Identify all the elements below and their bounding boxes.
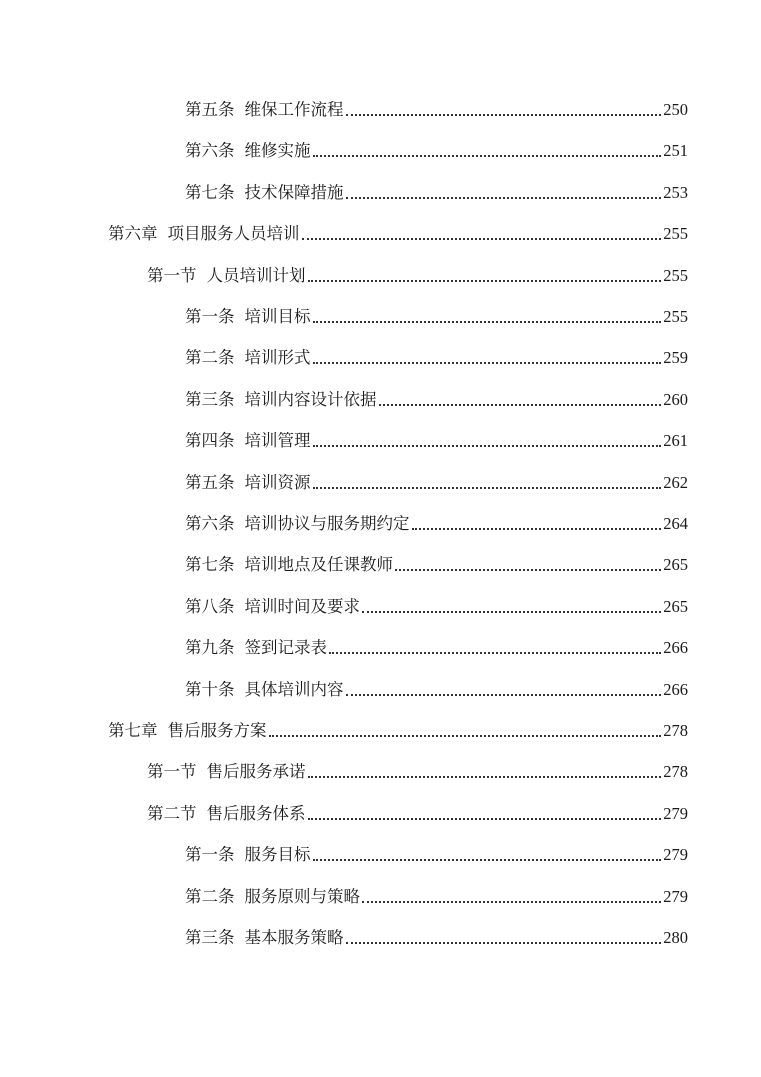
toc-entry-title: 培训管理 (244, 431, 311, 451)
toc-entry[interactable] (185, 429, 688, 453)
toc-entry-title: 售后服务体系 (206, 803, 306, 823)
toc-entry-number: 第二条 (185, 348, 235, 368)
toc-entry-page-number: 265 (663, 596, 688, 616)
toc-entry[interactable] (185, 926, 688, 950)
dot-leader (313, 429, 662, 453)
toc-entry-page-number: 278 (663, 762, 688, 782)
toc-entry-label (147, 802, 306, 826)
toc-entry[interactable] (185, 471, 688, 495)
toc-entry-label (185, 305, 311, 329)
toc-entry-number: 第二节 (147, 803, 197, 823)
toc-entry-number: 第八条 (185, 596, 235, 616)
toc-entry-page-number: 266 (663, 679, 688, 699)
dot-leader (379, 388, 662, 412)
toc-entry-number: 第一节 (147, 762, 197, 782)
dot-leader (313, 139, 662, 163)
toc-entry-page-number: 261 (663, 431, 688, 451)
toc-entry-title: 维修实施 (244, 141, 311, 161)
toc-entry-page-number: 262 (663, 472, 688, 492)
toc-entry-title: 培训形式 (244, 348, 311, 368)
toc-entry-page-number: 279 (663, 886, 688, 906)
toc-entry-label (185, 843, 311, 867)
toc-entry[interactable] (185, 885, 688, 909)
toc-entry-number: 第五条 (185, 100, 235, 119)
toc-entry-page-number: 266 (663, 638, 688, 658)
toc-entry-number: 第一节 (147, 265, 197, 285)
toc-entry[interactable] (108, 222, 688, 246)
toc-entry-page-number: 264 (663, 514, 688, 533)
toc-entry-label (185, 553, 393, 577)
dot-leader (308, 264, 662, 288)
toc-entry[interactable] (185, 346, 688, 370)
toc-entry-label (185, 471, 311, 495)
toc-entry-label (185, 139, 311, 163)
toc-entry-title: 维保工作流程 (244, 100, 344, 119)
toc-entry-title: 售后服务方案 (167, 721, 267, 740)
toc-entry-page-number: 251 (663, 141, 688, 161)
toc-entry-title: 具体培训内容 (244, 679, 344, 699)
dot-leader (346, 98, 662, 122)
toc-entry-number: 第十条 (185, 679, 235, 699)
dot-leader (308, 802, 662, 826)
dot-leader (313, 471, 662, 495)
toc-entry-number: 第三条 (185, 389, 235, 409)
toc-entry-page-number: 250 (663, 100, 688, 119)
toc-entry-page-number: 255 (663, 265, 688, 285)
toc-entry-label (185, 678, 344, 702)
toc-entry-page-number: 279 (663, 803, 688, 823)
toc-entry-number: 第五条 (185, 472, 235, 492)
dot-leader (269, 719, 662, 743)
toc-entry-title: 培训资源 (244, 472, 311, 492)
toc-entry-label (185, 181, 344, 205)
toc-entry-label (185, 346, 311, 370)
toc-entry-number: 第二条 (185, 886, 235, 906)
toc-entry-page-number: 278 (663, 721, 688, 740)
toc-entry-number: 第一条 (185, 845, 235, 865)
toc-entry-page-number: 260 (663, 389, 688, 409)
toc-entry-label (108, 719, 267, 743)
dot-leader (302, 222, 662, 246)
toc-entry[interactable] (147, 760, 688, 784)
toc-entry-label (185, 98, 344, 122)
dot-leader (329, 636, 661, 660)
dot-leader (308, 760, 662, 784)
dot-leader (395, 553, 661, 577)
toc-entry-number: 第六条 (185, 141, 235, 161)
toc-entry-title: 项目服务人员培训 (167, 224, 300, 244)
toc-entry-page-number: 279 (663, 845, 688, 865)
toc-entry-title: 培训时间及要求 (244, 596, 360, 616)
toc-entry-page-number: 259 (663, 348, 688, 368)
dot-leader (362, 885, 661, 909)
toc-entry-number: 第九条 (185, 638, 235, 658)
toc-entry-number: 第四条 (185, 431, 235, 451)
dot-leader (313, 346, 662, 370)
dot-leader (362, 595, 661, 619)
toc-entry[interactable] (185, 98, 688, 122)
toc-entry-label (185, 926, 344, 950)
toc-entry-label (108, 222, 300, 246)
dot-leader (346, 678, 662, 702)
toc-entry[interactable] (185, 181, 688, 205)
toc-entry-title: 人员培训计划 (206, 265, 306, 285)
toc-entry-number: 第六条 (185, 514, 235, 533)
toc-entry-title: 服务目标 (244, 845, 311, 865)
toc-entry[interactable] (185, 388, 688, 412)
toc-entry-number: 第七章 (108, 721, 158, 740)
toc-entry-number: 第六章 (108, 224, 158, 244)
toc-entry-label (185, 512, 410, 536)
toc-entry-label (147, 264, 306, 288)
dot-leader (313, 843, 662, 867)
toc-entry[interactable] (185, 678, 688, 702)
toc-entry[interactable] (185, 139, 688, 163)
toc-entry-title: 签到记录表 (244, 638, 327, 658)
toc-entry-title: 基本服务策略 (244, 928, 344, 947)
toc-entry-title: 售后服务承诺 (206, 762, 306, 782)
toc-entry[interactable] (185, 595, 688, 619)
toc-entry-title: 培训协议与服务期约定 (244, 514, 410, 533)
toc-entry-label (185, 885, 360, 909)
toc-entry[interactable] (147, 802, 688, 826)
toc-entry[interactable] (185, 636, 688, 660)
toc-entry-title: 服务原则与策略 (244, 886, 360, 906)
toc-entry[interactable] (147, 264, 688, 288)
toc-entry-title: 培训目标 (244, 307, 311, 326)
toc-entry-title: 培训内容设计依据 (244, 389, 377, 409)
toc-entry-label (185, 388, 377, 412)
toc-entry-label (185, 636, 327, 660)
toc-entry[interactable] (185, 553, 688, 577)
toc-entry-page-number: 253 (663, 182, 688, 202)
toc-entry-page-number: 265 (663, 555, 688, 575)
toc-entry-number: 第一条 (185, 307, 235, 326)
toc-entry-title: 技术保障措施 (244, 182, 344, 202)
dot-leader (346, 926, 662, 950)
toc-entry[interactable] (185, 843, 688, 867)
toc-entry-number: 第七条 (185, 555, 235, 575)
toc-entry-page-number: 280 (663, 928, 688, 947)
toc-entry[interactable] (185, 305, 688, 329)
toc-entry-page-number: 255 (663, 224, 688, 244)
toc-entry-page-number: 255 (663, 307, 688, 326)
dot-leader (313, 305, 662, 329)
toc-entry-label (185, 595, 360, 619)
dot-leader (412, 512, 662, 536)
toc-entry-label (185, 429, 311, 453)
toc-entry[interactable] (108, 719, 688, 743)
toc-entry-number: 第七条 (185, 182, 235, 202)
dot-leader (346, 181, 662, 205)
toc-entry-number: 第三条 (185, 928, 235, 947)
toc-entry[interactable] (185, 512, 688, 536)
toc-entry-label (147, 760, 306, 784)
toc-entry-title: 培训地点及任课教师 (244, 555, 393, 575)
